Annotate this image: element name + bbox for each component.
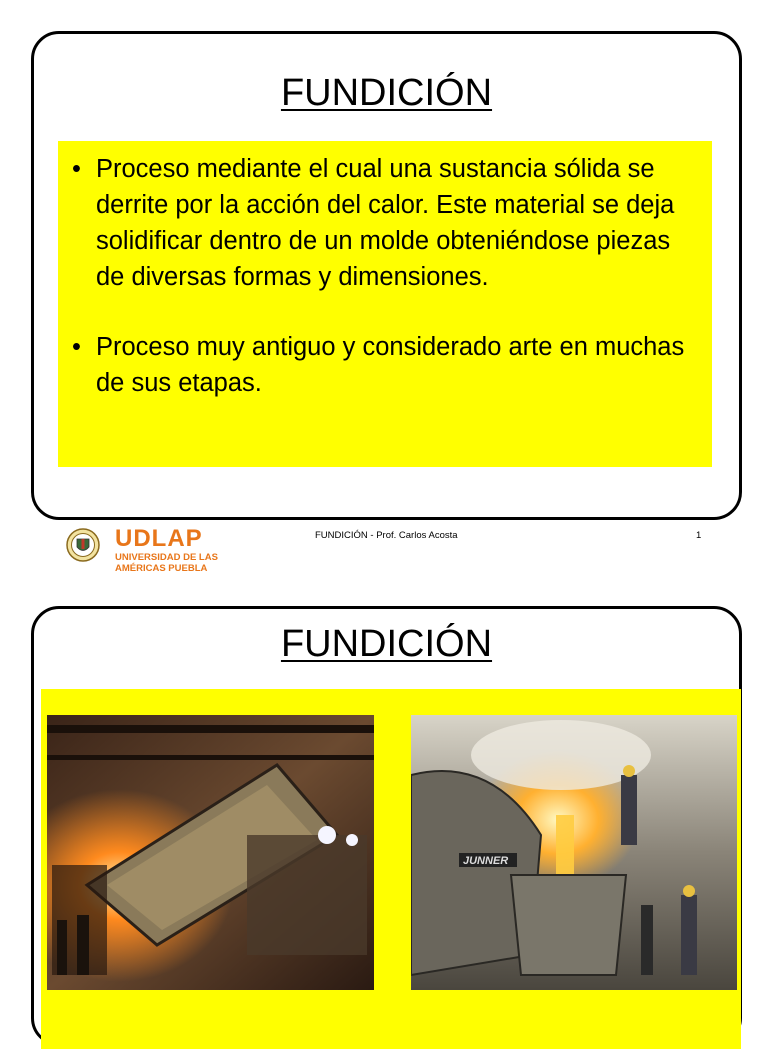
- bullet-text: Proceso muy antiguo y considerado arte en muchas de sus etapas.: [96, 333, 685, 397]
- bullet-item: [72, 151, 702, 295]
- slide-title: FUNDICIÓN: [280, 72, 493, 114]
- udlap-logo-subtitle: UNIVERSIDAD DE LAS AMÉRICAS PUEBLA: [115, 552, 218, 574]
- ladle-pour-photo: [411, 715, 737, 990]
- slide-1: [31, 31, 742, 520]
- page-number: 1: [696, 530, 702, 541]
- slide-footer: [0, 525, 768, 578]
- udlap-logo: UDLAP: [115, 525, 203, 552]
- slide-title: FUNDICIÓN: [280, 623, 493, 665]
- furnace-photo: [47, 715, 374, 990]
- photo-panel: [41, 689, 741, 1049]
- bullet-item: [72, 329, 702, 401]
- bullet-text: Proceso mediante el cual una sustancia sólida se derrite por la acción del calor. Este material se deja solidificar dentro de un molde obteniéndose piezas de diversas formas y dimensiones.: [96, 155, 675, 291]
- footer-caption: FUNDICIÓN - Prof. Carlos Acosta: [315, 530, 458, 541]
- slide-2: [31, 606, 742, 1046]
- bullet-icon: •: [72, 333, 81, 361]
- bullet-icon: •: [72, 155, 81, 183]
- content-box: [58, 141, 712, 467]
- university-seal-icon: [66, 528, 100, 562]
- bullet-list: [72, 151, 702, 401]
- ladle-label: JUNNER: [463, 855, 509, 867]
